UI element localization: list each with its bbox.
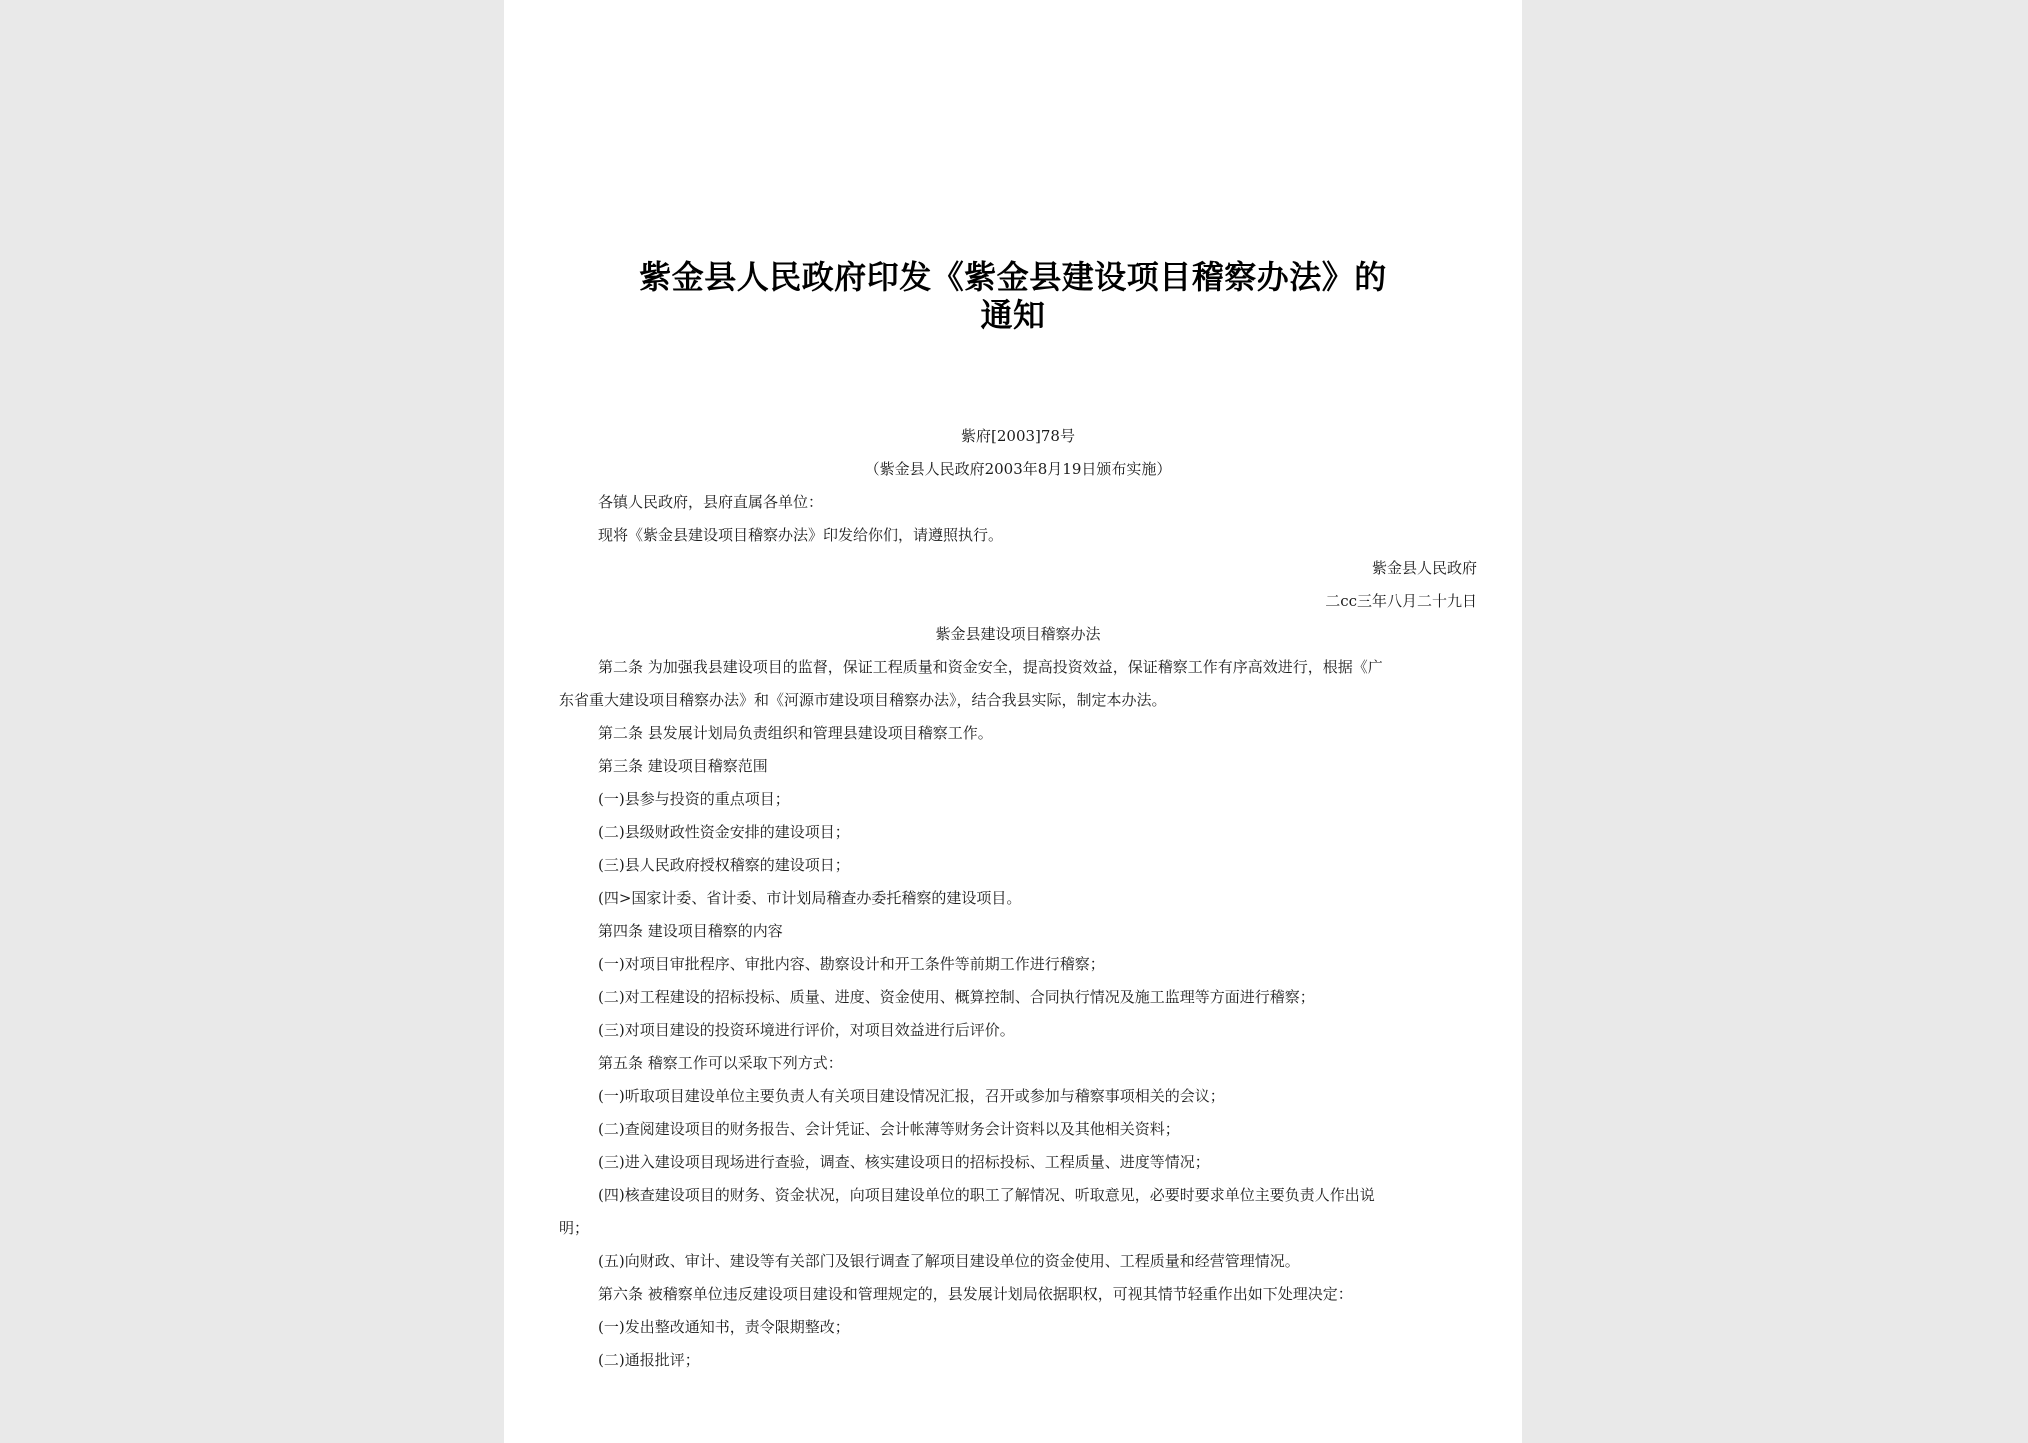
text-line: (一)县参与投资的重点项目；: [598, 790, 790, 808]
document-title: [504, 258, 1522, 334]
text-line: (一)发出整改通知书，责令限期整改；: [598, 1318, 850, 1336]
text-line: (三)进入建设项目现场进行查验，调查、核实建设项日的招标投标、工程质量、进度等情况；: [598, 1153, 1210, 1171]
document-number: 紫府[2003]78号: [961, 427, 1075, 445]
document-subtitle: 紫金县建设项目稽察办法: [935, 625, 1101, 643]
text-line: 明；: [559, 1219, 590, 1237]
text-line: (四>国家计委、省计委、市计划局稽查办委托稽察的建设项目。: [598, 889, 1022, 907]
text-line: (二)通报批评；: [598, 1351, 700, 1369]
issued-note: （紫金县人民政府2003年8月19日颁布实施）: [864, 460, 1172, 478]
text-line: (三)县人民政府授权稽察的建设项日；: [598, 856, 850, 874]
text-line: (五)向财政、审计、建设等有关部门及银行调查了解项目建设单位的资金使用、工程质量和经营管理情况。: [598, 1252, 1300, 1270]
text-line: (三)对项目建设的投资环境进行评价，对项目效益进行后评价。: [598, 1021, 1015, 1039]
text-line: (二)对工程建设的招标投标、质量、进度、资金使用、概算控制、合同执行情况及施工监理等方面进行稽察；: [598, 988, 1315, 1006]
addressee: 各镇人民政府，县府直属各单位：: [598, 493, 824, 511]
text-line: 第五条 稽察工作可以采取下列方式：: [598, 1054, 843, 1072]
text-line: 第三条 建设项目稽察范围: [598, 757, 768, 775]
document-page: [504, 0, 1522, 1443]
text-line: 第二条 为加强我县建设项目的监督，保证工程质量和资金安全，提高投资效益，保证稽察工作有序高效进行，根据《广: [598, 658, 1383, 676]
text-line: 东省重大建设项目稽察办法》和《河源市建设项目稽察办法》，结合我县实际，制定本办法。: [559, 691, 1167, 709]
text-line: 第四条 建设项目稽察的内容: [598, 922, 783, 940]
text-line: (二)县级财政性资金安排的建设项目；: [598, 823, 850, 841]
signature-org: 紫金县人民政府: [1371, 559, 1477, 577]
text-line: (一)听取项目建设单位主要负责人有关项目建设情况汇报，召开或参加与稽察事项相关的会议；: [598, 1087, 1225, 1105]
title-line-1: 紫金县人民政府印发《紫金县建设项目稽察办法》的: [639, 258, 1387, 296]
text-line: (二)查阅建设项目的财务报告、会计凭证、会计帐薄等财务会计资料以及其他相关资料；: [598, 1120, 1180, 1138]
title-line-2: 通知: [980, 296, 1046, 334]
intro-paragraph: 现将《紫金县建设项目稽察办法》印发给你们，请遵照执行。: [598, 526, 1004, 544]
text-line: (四)核查建设项目的财务、资金状况，向项目建设单位的职工了解情况、听取意见，必要时要求单位主要负责人作出说: [598, 1186, 1375, 1204]
document-body: [559, 420, 1477, 1377]
text-line: (一)对项目审批程序、审批内容、勘察设计和开工条件等前期工作进行稽察；: [598, 955, 1105, 973]
text-line: 第二条 县发展计划局负责组织和管理县建设项目稽察工作。: [598, 724, 993, 742]
text-line: 第六条 被稽察单位违反建设项目建设和管理规定的，县发展计划局依据职权，可视其情节轻重作出如下处理决定：: [598, 1285, 1353, 1303]
signature-date: 二cc三年八月二十九日: [1325, 592, 1477, 610]
